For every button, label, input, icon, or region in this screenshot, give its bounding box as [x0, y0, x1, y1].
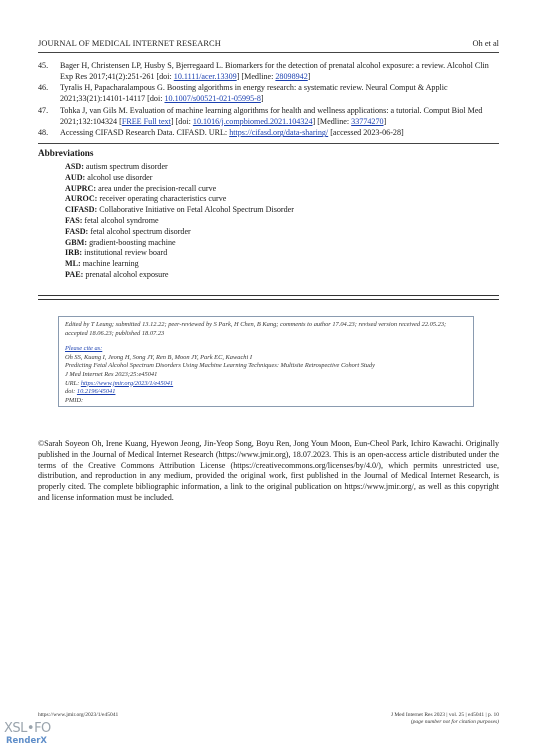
abbreviation-item: ASD: autism spectrum disorder	[65, 162, 168, 171]
journal-name: JOURNAL OF MEDICAL INTERNET RESEARCH	[38, 39, 221, 48]
reference-number: 45.	[38, 61, 49, 70]
cite-url-line: URL: https://www.jmir.org/2023/1/e45041	[65, 379, 174, 387]
cite-as-label: Please cite as:	[65, 345, 103, 353]
reference-text: Tohka J, van Gils M. Evaluation of machine learning algorithms for health and wellness applications: a tutorial. Comput Biol Med 2021;132:104324 [	[60, 105, 483, 126]
cite-authors: Oh SS, Kuang I, Jeong H, Song JY, Ren B, Moon JY, Park EC, Kawachi I	[65, 353, 252, 361]
footer-page-info	[391, 712, 499, 726]
abbreviations-list	[65, 162, 294, 281]
abbreviation-item: FASD: fetal alcohol spectrum disorder	[65, 226, 191, 236]
medline-link[interactable]: 28098942	[275, 71, 308, 81]
running-authors: Oh et al	[472, 39, 499, 48]
abbreviation-item: ML: machine learning	[65, 259, 139, 269]
reference-list	[38, 61, 499, 140]
reference-item-45: 45. Bager H, Christensen LP, Husby S, Bjerregaard L. Biomarkers for the detection of prenatal alcohol exposure: a review. Alcohol Clin Exp Res 2017;41(2):251-261 [doi: 10.1111/acer.13309] [Medline: 28098942]	[38, 61, 489, 81]
footer-page-note: (page number not for citation purposes)	[410, 719, 499, 725]
license-statement: ©Sarah Soyeon Oh, Irene Kuang, Hyewon Jeong, Jin-Yeop Song, Boyu Ren, Jong Youn Moon, Eun-Cheol Park, Ichiro Kawachi. Originally published in the Journal of Medical Internet Research (https://www.jmir.org), 18.07.2023. This is an open-access article distributed under the terms of the Creative Commons Attribution License (https://creativecommons.org/licenses/by/4.0/), which permits unrestricted use, distribution, and reproduction in any medium, provided the original work, first published in the Journal of Medical Internet Research, is properly cited. The complete bibliographic information, a link to the original publication on https://www.jmir.org/, as well as this copyright and license information must be included.	[38, 439, 499, 502]
doi-link[interactable]: 10.1016/j.compbiomed.2021.104324	[192, 116, 313, 126]
doi-link[interactable]: 10.1007/s00521-021-05995-8	[164, 94, 261, 104]
reference-text: Accessing CIFASD Research Data. CIFASD. URL:	[60, 128, 230, 138]
abbreviation-item: AUD: alcohol use disorder	[65, 172, 153, 182]
renderx-logo-text: RenderX	[6, 736, 47, 746]
xslfo-logo-text: XSL•FO	[4, 721, 51, 736]
abbreviation-item: AUROC: receiver operating characteristics curve	[65, 194, 227, 204]
abbreviation-item: AUPRC: area under the precision-recall curve	[65, 183, 217, 193]
footer-url: https://www.jmir.org/2023/1/e45041	[38, 712, 119, 718]
abbreviation-item: GBM: gradient-boosting machine	[65, 237, 176, 247]
doi-link[interactable]: 10.1111/acer.13309	[173, 71, 237, 81]
medline-link[interactable]: 33774270	[351, 116, 384, 126]
editorial-history: Edited by T Leung; submitted 13.12.22; peer-reviewed by S Park, H Chen, B Kang; comments to author 17.04.23; revised version received 22.05.23; accepted 18.06.23; published 18.07.23	[65, 321, 447, 337]
full-text-link[interactable]: FREE Full text	[121, 116, 171, 126]
data-sharing-link[interactable]: https://cifasd.org/data-sharing/	[229, 128, 329, 138]
abbreviation-item: IRB: institutional review board	[65, 248, 168, 258]
reference-item-48: 48. Accessing CIFASD Research Data. CIFASD. URL: https://cifasd.org/data-sharing/ [accessed 2023-06-28]	[38, 128, 404, 138]
abbreviation-item: PAE: prenatal alcohol exposure	[65, 269, 169, 279]
cite-title: Predicting Fetal Alcohol Spectrum Disorders Using Machine Learning Techniques: Multisite Retrospective Cohort Study	[65, 362, 375, 370]
article-doi-link[interactable]: 10.2196/45041	[76, 388, 116, 396]
reference-item-47: 47. Tohka J, van Gils M. Evaluation of machine learning algorithms for health and wellness applications: a tutorial. Comput Biol Med 2021;132:104324 [FREE Full text] [doi: 10.1016/j.compbiomed.2021.104324] [Medline: 33774270]	[38, 105, 483, 126]
cite-journal: J Med Internet Res 2023;25:e45041	[65, 370, 158, 378]
reference-text: Bager H, Christensen LP, Husby S, Bjerregaard L. Biomarkers for the detection of prenatal alcohol exposure: a review. Alcohol Clin Exp Res 2017;41(2):251-261 [doi:	[60, 61, 489, 81]
reference-number: 46.	[38, 83, 49, 93]
page-header	[38, 39, 499, 53]
header-divider	[38, 52, 499, 53]
abbreviation-item: FAS: fetal alcohol syndrome	[65, 215, 159, 225]
xslfo-renderx-logo	[4, 722, 64, 752]
cite-doi-line: doi: 10.2196/45041	[65, 388, 116, 396]
footer-citation: J Med Internet Res 2023 | vol. 25 | e45041 | p. 10	[390, 712, 499, 718]
article-url-link[interactable]: https://www.jmir.org/2023/1/e45041	[80, 379, 174, 387]
abbreviation-item: CIFASD: Collaborative Initiative on Fetal Alcohol Spectrum Disorder	[65, 205, 294, 215]
citation-box	[58, 316, 474, 407]
abbreviations-heading: Abbreviations	[38, 148, 94, 158]
section-divider-top	[38, 295, 499, 296]
cite-pmid: PMID:	[65, 396, 84, 404]
reference-number: 48.	[38, 128, 49, 138]
reference-number: 47.	[38, 105, 49, 115]
reference-text: Tyralis H, Papacharalampous G. Boosting algorithms in energy research: a systematic review. Neural Comput & Applic 2021;33(21):14101-14117 [doi:	[60, 83, 448, 104]
reference-item-46: 46. Tyralis H, Papacharalampous G. Boosting algorithms in energy research: a systematic review. Neural Comput & Applic 2021;33(21):14101-14117 [doi: 10.1007/s00521-021-05995-8]	[38, 83, 448, 104]
section-divider	[38, 143, 499, 144]
section-divider-bottom	[38, 299, 499, 300]
